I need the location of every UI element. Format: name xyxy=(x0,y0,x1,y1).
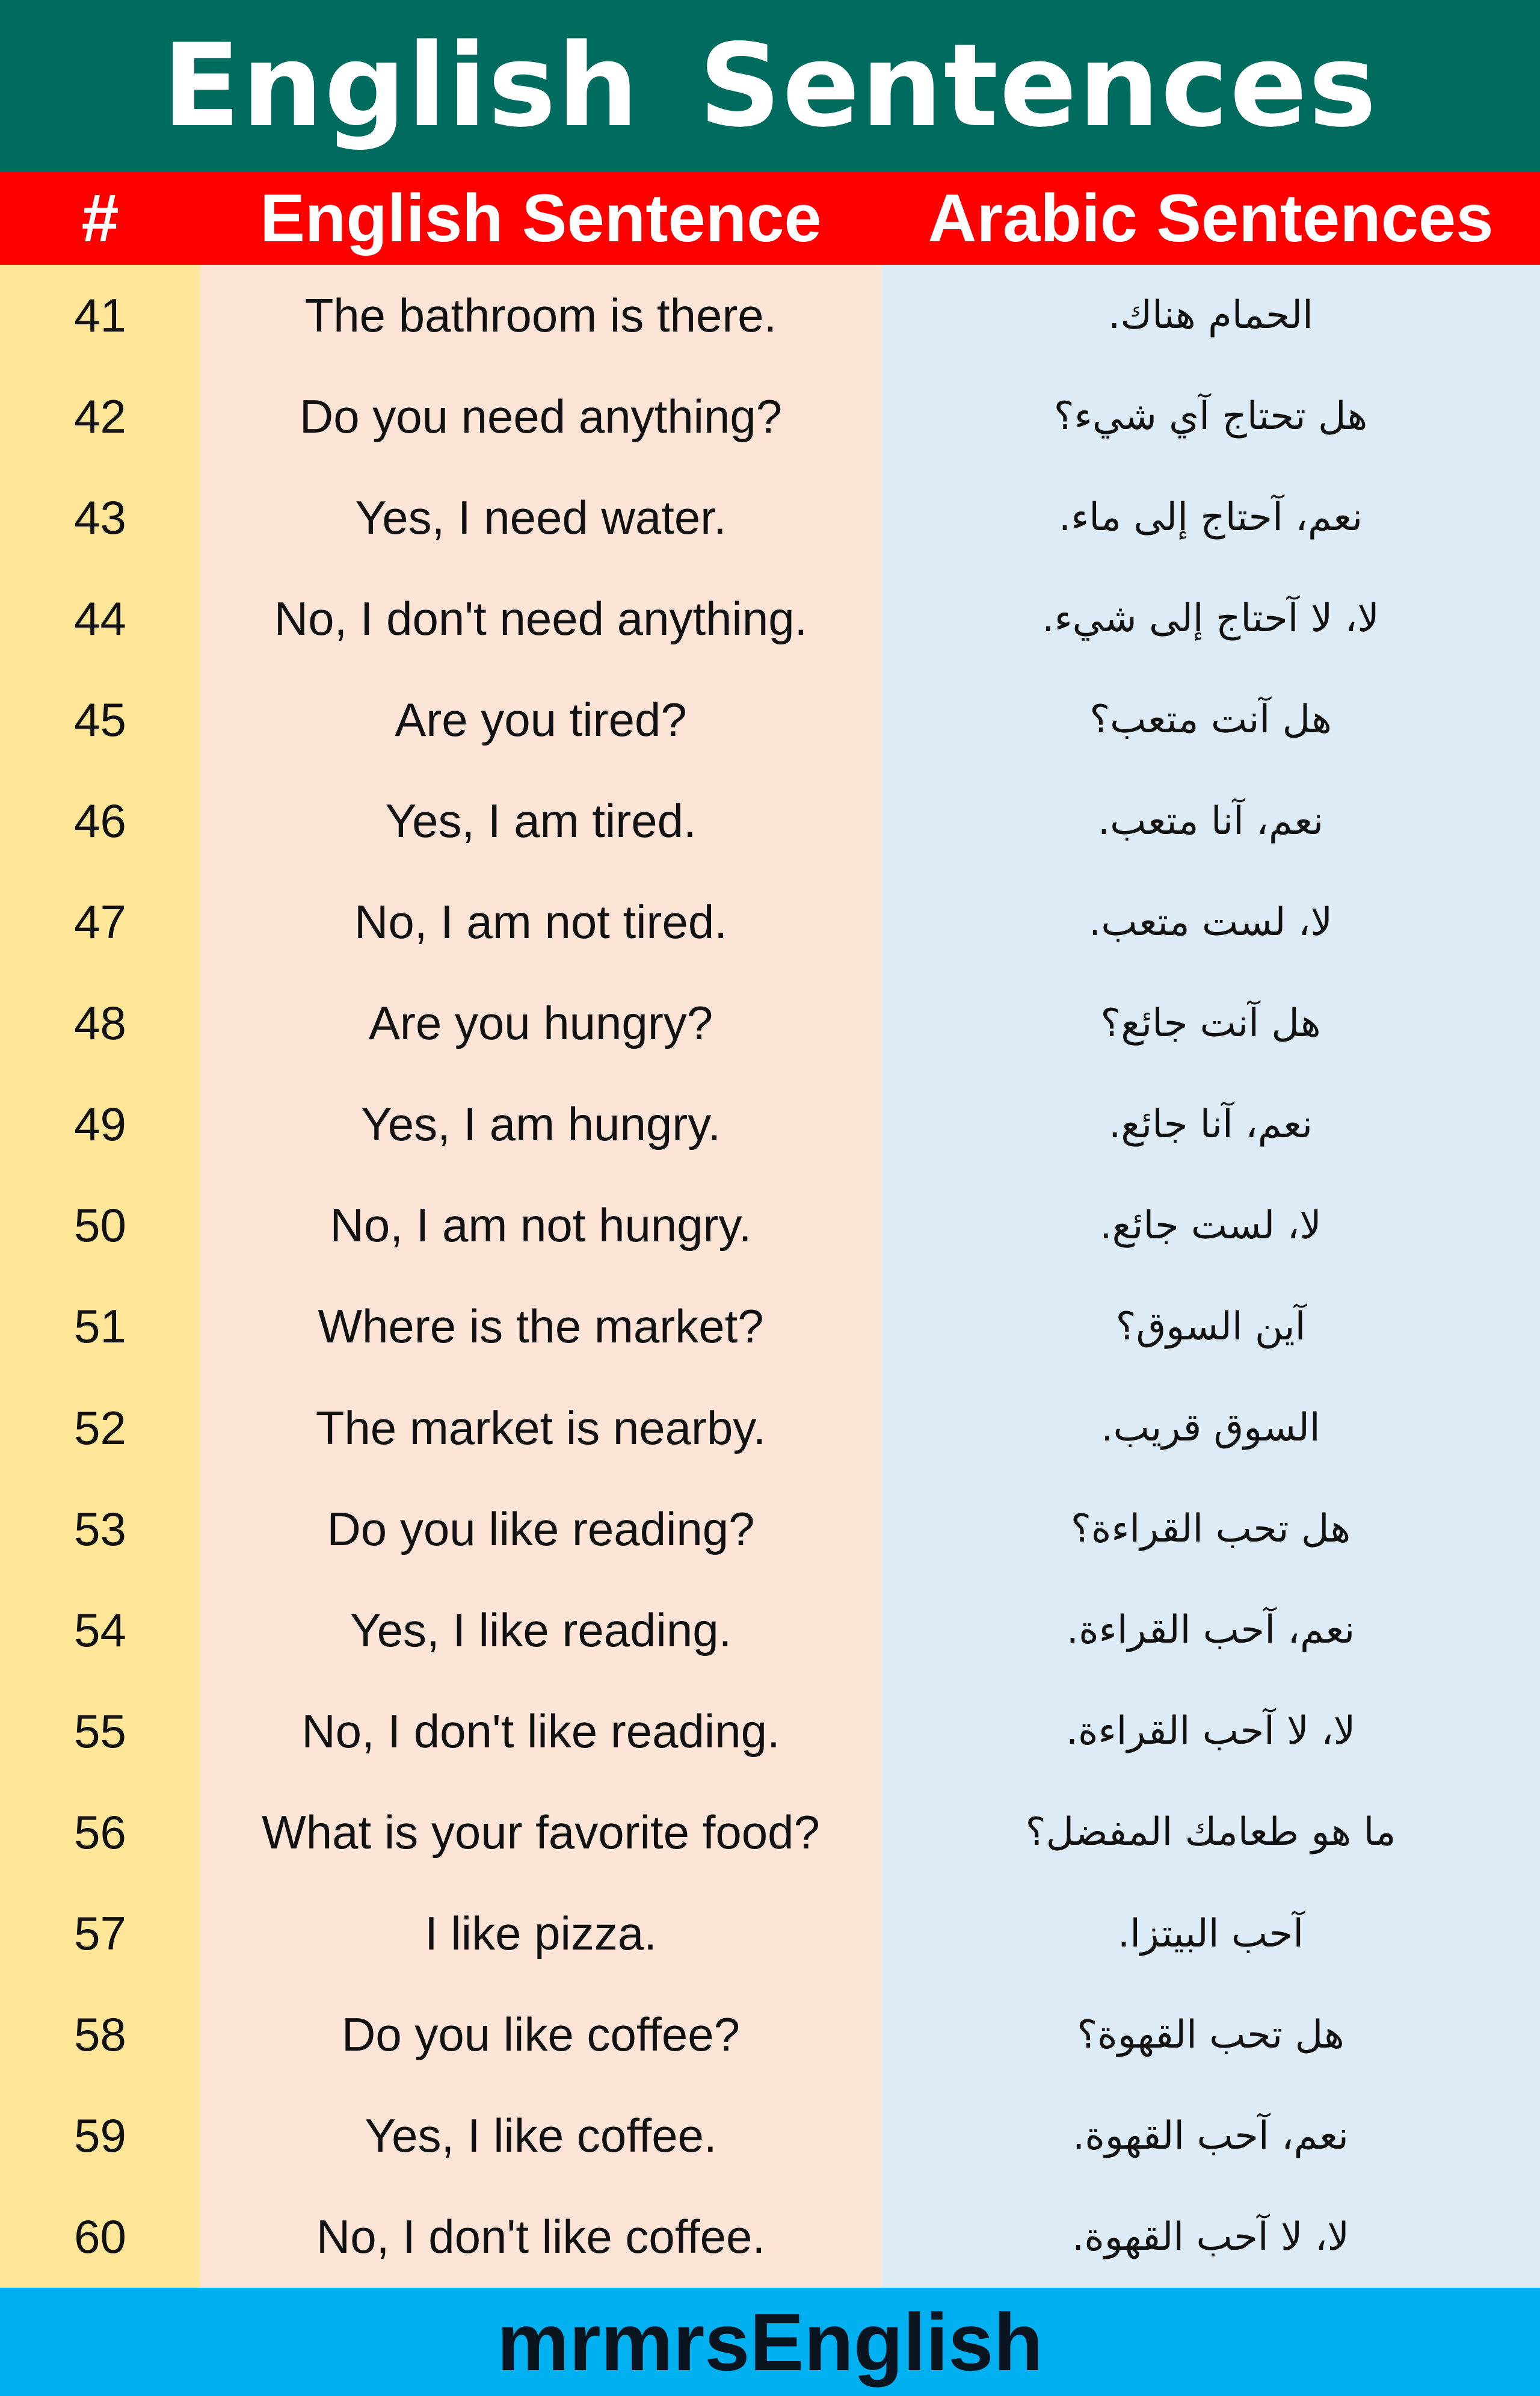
arabic-sentence: السوق قريب. xyxy=(1101,1406,1320,1451)
english-sentence: Do you need anything? xyxy=(299,389,783,443)
row-number: 60 xyxy=(74,2210,126,2264)
row-number: 51 xyxy=(74,1300,126,1353)
english-sentence: Yes, I like coffee. xyxy=(365,2109,717,2163)
arabic-sentence: لا، لست جائع. xyxy=(1100,1203,1322,1248)
row-number: 59 xyxy=(74,2109,126,2163)
row-number: 57 xyxy=(74,1907,126,1960)
english-sentence: Do you like reading? xyxy=(327,1502,755,1555)
row-number: 45 xyxy=(74,693,126,746)
english-sentence: Where is the market? xyxy=(318,1300,764,1353)
row-number: 42 xyxy=(74,389,126,443)
english-sentence: Are you hungry? xyxy=(368,996,713,1050)
row-number: 55 xyxy=(74,1704,126,1758)
arabic-sentence: نعم، آنا متعب. xyxy=(1097,798,1324,844)
english-sentence: No, I don't need anything. xyxy=(274,591,808,645)
arabic-sentence: نعم، آحب القراءة. xyxy=(1066,1608,1355,1653)
number-column xyxy=(0,265,200,2288)
english-sentence: Yes, I am tired. xyxy=(385,794,697,848)
row-number: 54 xyxy=(74,1603,126,1657)
english-sentence: I like pizza. xyxy=(425,1907,657,1960)
arabic-sentence: نعم، آحب القهوة. xyxy=(1073,2113,1349,2158)
sentence-table xyxy=(0,265,1540,2288)
english-sentence: The market is nearby. xyxy=(315,1401,766,1454)
row-number: 49 xyxy=(74,1098,126,1151)
row-number: 52 xyxy=(74,1401,126,1454)
english-sentence: Yes, I like reading. xyxy=(350,1603,732,1657)
arabic-sentence: هل تحب القهوة؟ xyxy=(1077,2012,1344,2057)
header-number: # xyxy=(81,181,119,256)
arabic-sentence: الحمام هناك. xyxy=(1108,293,1313,338)
footer-brand: mrmrsEnglish xyxy=(0,2288,1540,2396)
row-number: 48 xyxy=(74,996,126,1050)
english-sentence: No, I am not tired. xyxy=(354,895,727,949)
arabic-sentence: هل تحتاج آي شيء؟ xyxy=(1053,394,1368,439)
table-header xyxy=(0,171,1540,265)
row-number: 47 xyxy=(74,895,126,949)
arabic-sentence: هل آنت متعب؟ xyxy=(1089,697,1332,743)
header-english: English Sentence xyxy=(260,181,822,256)
arabic-sentence: نعم، آنا جائع. xyxy=(1109,1102,1313,1147)
english-sentence: The bathroom is there. xyxy=(304,288,777,342)
english-sentence: What is your favorite food? xyxy=(262,1805,820,1859)
arabic-sentence: نعم، آحتاج إلى ماء. xyxy=(1058,495,1363,540)
row-number: 58 xyxy=(74,2008,126,2061)
row-number: 53 xyxy=(74,1502,126,1555)
header-arabic: Arabic Sentences xyxy=(928,181,1494,256)
arabic-sentence: هل آنت جائع؟ xyxy=(1100,1001,1321,1046)
arabic-sentence: آين السوق؟ xyxy=(1115,1304,1306,1349)
row-number: 44 xyxy=(74,591,126,645)
arabic-column xyxy=(881,265,1540,2288)
english-sentence: Yes, I am hungry. xyxy=(360,1098,721,1151)
row-number: 46 xyxy=(74,794,126,848)
row-number: 41 xyxy=(74,288,126,342)
english-sentence: Yes, I need water. xyxy=(355,490,727,544)
arabic-sentence: هل تحب القراءة؟ xyxy=(1070,1507,1351,1552)
arabic-sentence: آحب البيتزا. xyxy=(1117,1911,1304,1956)
page-title: English Sentences xyxy=(0,0,1540,171)
english-sentence: No, I don't like reading. xyxy=(301,1704,780,1758)
arabic-sentence: ما هو طعامك المفضل؟ xyxy=(1025,1810,1396,1855)
english-column xyxy=(200,265,881,2288)
english-sentence: Do you like coffee? xyxy=(342,2008,740,2061)
english-sentence: No, I am not hungry. xyxy=(330,1199,752,1252)
english-sentence: Are you tired? xyxy=(395,693,687,746)
arabic-sentence: لا، لا آحب القهوة. xyxy=(1072,2214,1349,2259)
arabic-sentence: لا، لا آحتاج إلى شيء. xyxy=(1042,596,1379,641)
arabic-sentence: لا، لست متعب. xyxy=(1089,900,1332,945)
arabic-sentence: لا، لا آحب القراءة. xyxy=(1065,1709,1356,1754)
row-number: 43 xyxy=(74,490,126,544)
row-number: 56 xyxy=(74,1805,126,1859)
row-number: 50 xyxy=(74,1199,126,1252)
english-sentence: No, I don't like coffee. xyxy=(316,2210,766,2264)
